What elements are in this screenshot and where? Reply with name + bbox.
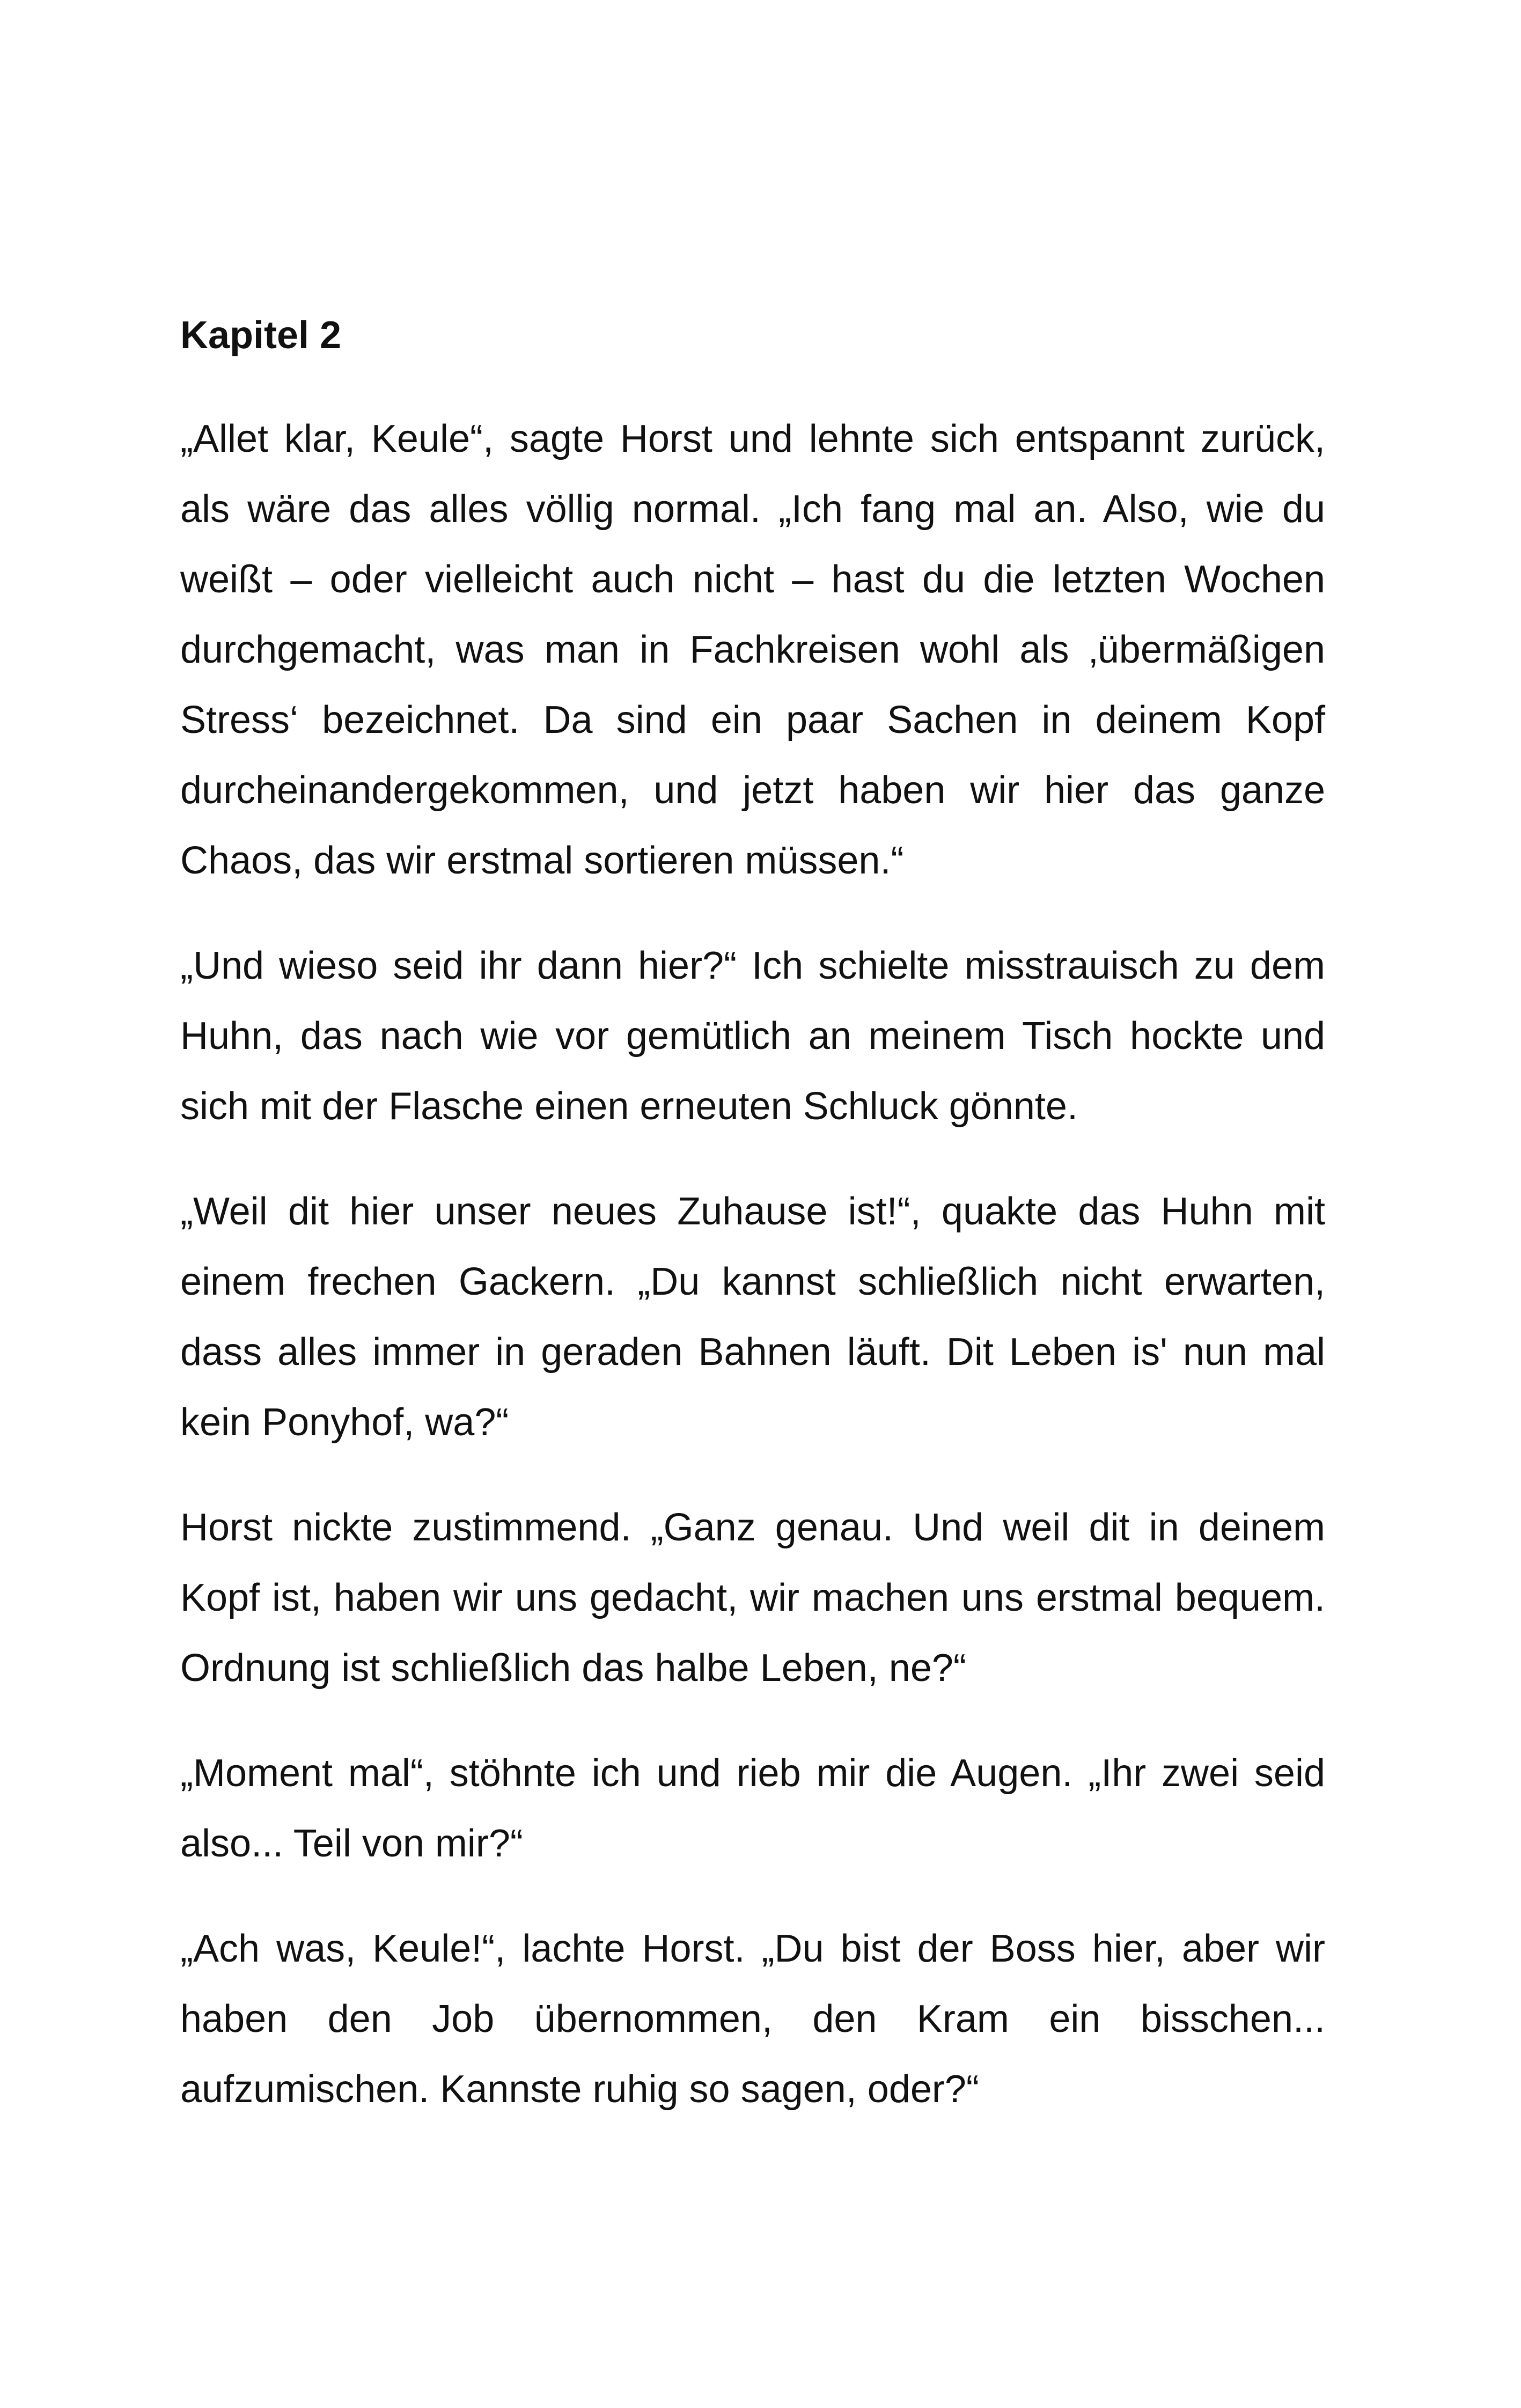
paragraph-4: Horst nickte zustimmend. „Ganz genau. Und weil dit in deinem Kopf ist, haben wir uns gedacht, wir machen uns erstmal bequem. Ordnung ist schließlich das halbe Leben, ne?“: [180, 1506, 1325, 1690]
paragraph-1: „Allet klar, Keule“, sagte Horst und lehnte sich entspannt zurück, als wäre das alles völlig normal. „Ich fang mal an. Also, wie du weißt – oder vielleicht auch nicht – hast du die letzten Wochen durchgemacht, was man in Fachkreisen wohl als ‚übermäßigen Stress‘ bezeichnet. Da sind ein paar Sachen in deinem Kopf durcheinandergekommen, und jetzt haben wir hier das ganze Chaos, das wir erstmal sortieren müssen.“: [180, 417, 1325, 882]
paragraph-6: „Ach was, Keule!“, lachte Horst. „Du bist der Boss hier, aber wir haben den Job übernommen, den Kram ein bisschen... aufzumischen. Kannste ruhig so sagen, oder?“: [180, 1927, 1325, 2111]
paragraph-2: „Und wieso seid ihr dann hier?“ Ich schielte misstrauisch zu dem Huhn, das nach wie vor gemütlich an meinem Tisch hockte und sich mit der Flasche einen erneuten Schluck gönnte.: [180, 944, 1325, 1128]
paragraph-5: „Moment mal“, stöhnte ich und rieb mir die Augen. „Ihr zwei seid also... Teil von mir?“: [180, 1752, 1325, 1865]
chapter-title: Kapitel 2: [180, 314, 342, 357]
page-content: [180, 300, 1325, 2160]
paragraph-3: „Weil dit hier unser neues Zuhause ist!“, quakte das Huhn mit einem frechen Gackern. „Du kannst schließlich nicht erwarten, dass alles immer in geraden Bahnen läuft. Dit Leben is' nun mal kein Ponyhof, wa?“: [180, 1190, 1325, 1444]
